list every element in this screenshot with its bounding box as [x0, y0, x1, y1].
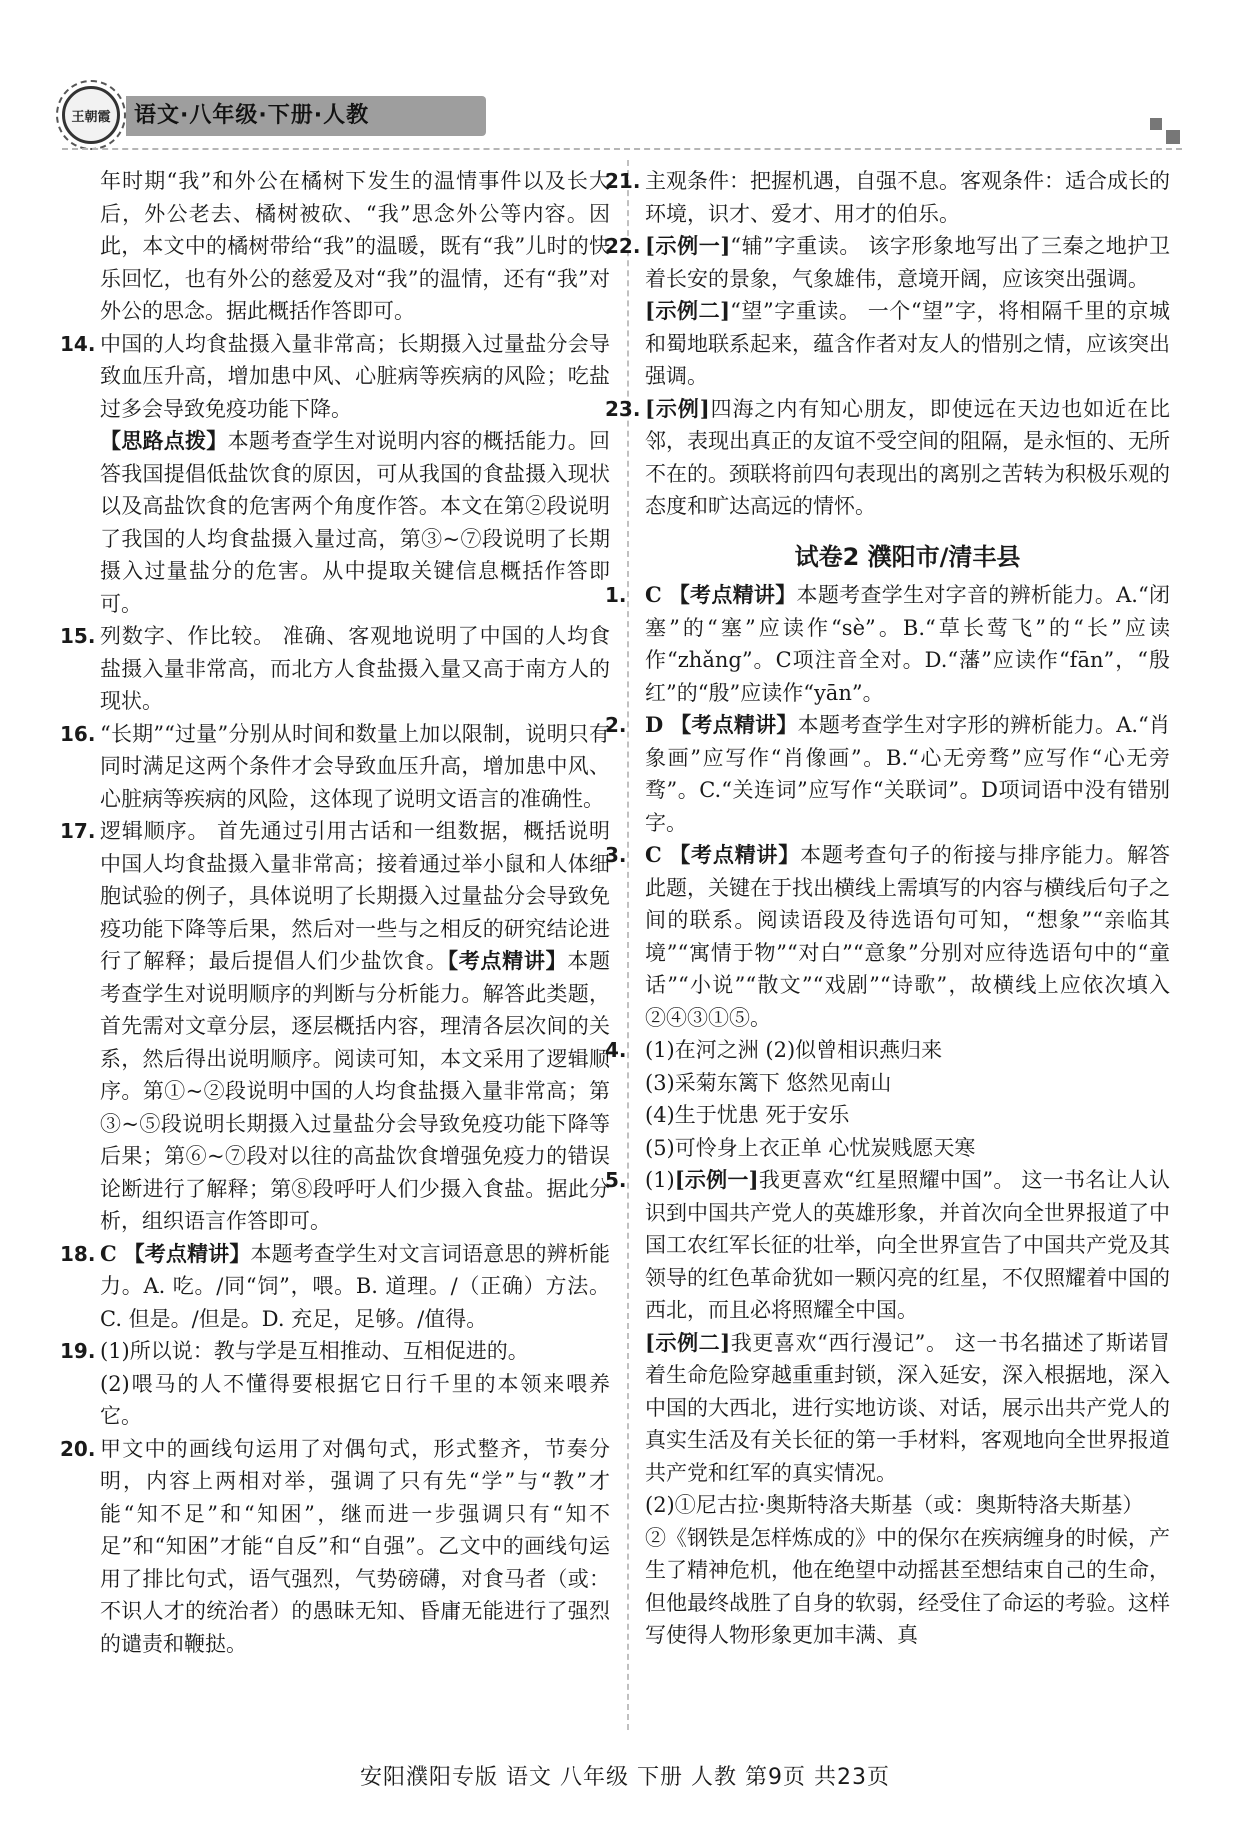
section-title: 试卷2 濮阳市/清丰县 [794, 542, 1021, 571]
answer-text [100, 815, 610, 1238]
explanation-text: 本题考查学生对文言词语意思的辨析能力。A. 吃。/同“饲”，喂。B. 道理。/（正确）方法。C. 但是。/但是。D. 充足，足够。/值得。 [100, 1241, 610, 1331]
example-text: 我更喜欢“红星照耀中国”。 这一书名让人认识到中国共产党人的英雄形象，并首次向全世界报道了中国工农红军长征的壮举，向全世界宣告了中国共产党及其领导的红色革命犹如一颗闪亮的红星，不仅照耀着中国的西北，而且必将照耀全中国。 [645, 1168, 1170, 1322]
page-footer: 安阳濮阳专版 语文 八年级 下册 人教 第9页 共23页 [360, 1765, 890, 1790]
answer-q21 [605, 165, 1170, 230]
question-number: 15. [60, 624, 96, 648]
example-label: [示例一] [645, 233, 731, 258]
answer-line: (3)采菊东篱下 悠然见南山 [645, 1070, 892, 1095]
answer-q20 [60, 1433, 610, 1661]
point-label: 【考点精讲】 [669, 842, 801, 867]
question-number: 2. [605, 713, 627, 737]
answer-q14 [60, 328, 611, 621]
answer-text [645, 709, 1170, 839]
point-label: 【考点精讲】 [670, 712, 798, 737]
answer-line: (1)在河之洲 (2)似曾相识燕归来 [645, 1038, 943, 1062]
answer-q13-continued: 年时期“我”和外公在橘树下发生的温情事件以及长大后，外公老去、橘树被砍、“我”思念外公等内容。因此，本文中的橘树带给“我”的温暖，既有“我”儿时的快乐回忆，也有外公的慈爱及对“我”的温情，还有“我”对外公的思念。据此概括作答即可。 [100, 169, 610, 323]
choice-answer: C [645, 842, 662, 867]
answer-text: 主观条件：把握机遇，自强不息。客观条件：适合成长的环境，识才、爱才、用才的伯乐。 [645, 169, 1170, 226]
example-label: [示例二] [645, 1329, 731, 1355]
example-1 [645, 1164, 1170, 1327]
tip-label: 【思路点拨】 [100, 428, 228, 453]
answer-part-2: (2)喂马的人不懂得要根据它日行千里的本领来喂养它。 [100, 1371, 610, 1428]
example-label: [示例] [645, 395, 710, 421]
answer-text: “长期”“过量”分别从时间和数量上加以限制，说明只有同时满足这两个条件才会导致血压升高，增加患中风、心脏病等疾病的风险，这体现了说明文语言的准确性。 [100, 721, 610, 811]
answer-q18 [60, 1238, 610, 1336]
page-header [62, 86, 432, 142]
example-1 [645, 230, 1170, 295]
question-number: 18. [60, 1241, 96, 1266]
example-text: “望”字重读。 一个“望”字，将相隔千里的京城和蜀地联系起来，蕴含作者对友人的惜别之情，应该突出强调。 [645, 299, 1170, 388]
answer-part: 逻辑顺序。 首先通过引用古话和一组数据，概括说明中国人均食盐摄入量非常高；接着通过举小鼠和人体细胞试验的例子，具体说明了长期摄入过量盐分会导致免疫功能下降等后果，然后对一些与之相反的研究结论进行了解释；最后提倡人们少盐饮食。 [100, 819, 610, 973]
answer-q15 [60, 620, 610, 718]
question-number: 21. [605, 169, 641, 193]
part-prefix: (1) [645, 1168, 675, 1192]
example-text: “辅”字重读。 该字形象地写出了三秦之地护卫着长安的景象，气象雄伟，意境开阔，应该突出强调。 [645, 234, 1171, 291]
header-rule [62, 148, 1182, 150]
question-number: 1. [605, 583, 627, 607]
example-label: [示例一] [674, 1167, 759, 1192]
answer-text: 中国的人均食盐摄入量非常高；长期摄入过量盐分会导致血压升高，增加患中风、心脏病等疾病的风险；吃盐过多会导致免疫功能下降。 [100, 331, 610, 421]
right-column [605, 165, 1171, 1652]
header-title: 语文·八年级·下册·人教 [134, 103, 370, 128]
answer-text: 列数字、作比较。 准确、客观地说明了中国的人均食盐摄入量非常高，而北方人食盐摄入量又高于南方人的现状。 [100, 624, 610, 713]
question-number: 14. [60, 331, 96, 356]
answer-part-1: (1)所以说：教与学是互相推动、互相促进的。 [100, 1339, 529, 1363]
explanation-text: 本题考查学生对字音的辨析能力。A.“闭塞”的“塞”应读作“sè”。B.“草长莺飞”的“长”应读作“zhǎng”。C项注音全对。D.“藩”应读作“fān”，“殷红”的“殷”应读作“yān”。 [645, 583, 1171, 705]
answer-a4 [605, 1034, 1170, 1164]
answer-text: 甲文中的画线句运用了对偶句式，形式整齐，节奏分明，内容上两相对举，强调了只有先“学”与“教”才能“知不足”和“知困”，继而进一步强调只有“知不足”和“知困”才能“自反”和“自强”。乙文中的画线句运用了排比句式，语气强烈，气势磅礴，对食马者（或：不识人才的统治者）的愚昧无知、昏庸无能进行了强烈的谴责和鞭挞。 [100, 1436, 610, 1656]
example-2 [645, 1327, 1170, 1490]
decor-square-icon [1166, 130, 1180, 144]
answer-part-3: ②《钢铁是怎样炼成的》中的保尔在疾病缠身的时候，产生了精神危机，他在绝望中动摇甚至想结束自己的生命，但他最终战胜了自身的软弱，经受住了命运的考验。这样写使得人物形象更加丰满、真 [645, 1525, 1170, 1647]
choice-answer: C [645, 582, 662, 607]
answer-a3 [605, 839, 1170, 1034]
answer-q19 [60, 1335, 610, 1433]
answer-a1 [605, 579, 1171, 709]
point-label: 【考点精讲】 [447, 948, 568, 973]
example-text: 我更喜欢“西行漫记”。 这一书名描述了斯诺冒着生命危险穿越重重封锁，深入延安，深入根据地，深入中国的大西北，进行实地访谈、对话，展示出共产党人的真实生活及有关长征的第一手材料，客观地向全世界报道共产党和红军的真实情况。 [645, 1330, 1170, 1485]
question-number: 22. [605, 234, 641, 258]
answer-part-2: (2)①尼古拉·奥斯特洛夫斯基（或：奥斯特洛夫斯基） [645, 1493, 1144, 1517]
question-number: 20. [60, 1436, 96, 1461]
tip-paragraph [100, 425, 610, 620]
explanation-text: 本题考查学生对说明顺序的判断与分析能力。解答此类题，首先需对文章分层，逐层概括内容，理清各层次间的关系，然后得出说明顺序。阅读可知，本文采用了逻辑顺序。第①~②段说明中国的人均食盐摄入量非常高；第③~⑤段说明长期摄入过量盐分会导致免疫功能下降等后果；第⑥~⑦段对以往的高盐饮食增强免疫力的错误论断进行了解释；第⑧段呼吁人们少摄入食盐。据此分析，组织语言作答即可。 [100, 949, 611, 1233]
question-number: 16. [60, 721, 96, 746]
left-column [60, 165, 611, 1660]
example-label: [示例二] [645, 298, 731, 323]
explanation-text: 本题考查学生对字形的辨析能力。A.“肖象画”应写作“肖像画”。B.“心无旁骛”应写作“心无旁骛”。C.“关连词”应写作“关联词”。D项词语中没有错别字。 [645, 713, 1171, 835]
question-number: 5. [605, 1168, 627, 1192]
point-label: 【考点精讲】 [123, 1240, 251, 1266]
answer-a2 [605, 709, 1171, 839]
answer-q16 [60, 718, 610, 816]
tip-text: 本题考查学生对说明内容的概括能力。回答我国提倡低盐饮食的原因，可从我国的食盐摄入现状以及高盐饮食的危害两个角度作答。本文在第②段说明了我国的人均食盐摄入量过高，第③~⑦段说明了长期摄入过量盐分的危害。从中提取关键信息概括作答即可。 [100, 429, 611, 616]
decor-square-icon [1150, 118, 1162, 130]
answer-q23 [605, 393, 1170, 523]
answer-q17 [60, 815, 611, 1238]
question-number: 17. [60, 819, 96, 843]
answer-text [100, 1238, 610, 1336]
explanation-text: 本题考查句子的衔接与排序能力。解答此题，关键在于找出横线上需填写的内容与横线后句子之间的联系。阅读语段及待选语句可知，“想象”“亲临其境”“寓情于物”“对白”“意象”分别对应待选语句中的“童话”“小说”“散文”“戏剧”“诗歌”，故横线上应依次填入②④③①⑤。 [645, 843, 1170, 1030]
choice-answer: D [645, 712, 664, 737]
question-number: 4. [605, 1038, 627, 1062]
answer-a5 [605, 1164, 1170, 1652]
example-2 [645, 295, 1170, 393]
question-number: 19. [60, 1339, 96, 1363]
answer-q22 [605, 230, 1171, 393]
answer-text [645, 839, 1170, 1034]
question-number: 23. [605, 396, 641, 421]
answer-line: (4)生于忧患 死于安乐 [645, 1103, 850, 1127]
question-number: 3. [605, 843, 627, 867]
answer-line: (5)可怜身上衣正单 心忧炭贱愿天寒 [645, 1135, 976, 1160]
answer-text [645, 579, 1170, 709]
point-label: 【考点精讲】 [668, 582, 797, 607]
publisher-logo: 王朝霞 [62, 86, 120, 144]
example-text: 四海之内有知心朋友，即使远在天边也如近在比邻，表现出真正的友谊不受空间的阻隔，是永恒的、无所不在的。颈联将前四句表现出的离别之苦转为积极乐观的态度和旷达高远的情怀。 [645, 396, 1170, 518]
choice-answer: C [100, 1240, 117, 1266]
answer-text [645, 393, 1170, 523]
